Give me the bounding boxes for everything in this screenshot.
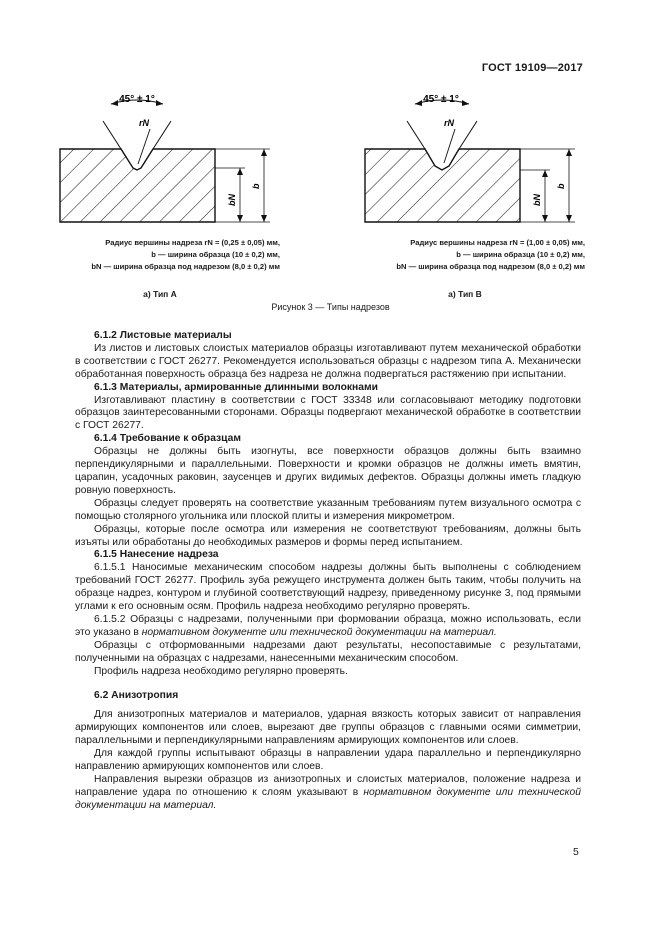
section-6-1-5-2-text: 6.1.5.2 Образцы с надрезами, полученными при формовании образца, можно использовать, если это указано в	[75, 613, 581, 638]
normative-doc-reference: нормативном документе или технической документации на материал.	[141, 626, 497, 638]
section-6-1-5-paragraph-3: Образцы с отформованными надрезами дают результаты, несопоставимые с результатами, полученными на образцах с надрезами, нанесенными механическим способом.	[75, 639, 581, 664]
section-6-1-3-paragraph: Изготавливают пластину в соответствии с ГОСТ 33348 или согласовывают методику подготовки образцов заинтересованными сторонами. Образцы подвергают механической обработке в соответствии с ГОСТ 26277.	[75, 394, 581, 432]
caption-type-b	[335, 237, 585, 273]
section-6-1-4-heading: 6.1.4 Требование к образцам	[94, 433, 241, 445]
section-6-1-4-paragraph-3: Образцы, которые после осмотра или измерения не соответствуют требованиям, должны быть изъяты или обработаны до необходимых размеров и формы перед испытанием.	[75, 523, 581, 548]
angle-label-a: 45° ± 1°	[119, 94, 155, 105]
sublabel-type-b: а) Тип В	[448, 289, 482, 299]
notch-diagram	[0, 84, 661, 324]
section-6-2-paragraph-2: Для каждой группы испытывают образцы в направлении удара параллельно и перпендикулярно направлению армирующих компонентов или слоев.	[75, 748, 581, 772]
section-6-1-2-paragraph: Из листов и листовых слоистых материалов образцы изготавливают путем механической обработки в соответствии с ГОСТ 26277. Рекомендуется использоваться образцы с надрезом типа А. Механически обработанная поверхность образца без надреза не должна подвергаться растяжению при испытании.	[75, 342, 581, 380]
section-6-2-paragraph-3	[75, 774, 581, 813]
section-6-1-5-paragraph-2	[75, 614, 581, 640]
section-6-1-3-heading: 6.1.3 Материалы, армированные длинными волокнами	[94, 381, 378, 393]
section-6-2-paragraph-1: Для анизотропных материалов и материалов, ударная вязкость которых зависит от направления армирующих компонентов или слоев, вырезают две группы образцов с главными осями симметрии, параллельными и перпендикулярными направлениям армирующих компонентов или слоев.	[75, 709, 581, 747]
normative-doc-reference-2: нормативном документе или технической документации на материал.	[75, 786, 581, 811]
radius-label-b: rN	[444, 118, 455, 128]
b-label-b: b	[556, 183, 566, 189]
figure-notch-types	[0, 84, 661, 324]
section-6-1-2-heading: 6.1.2 Листовые материалы	[94, 330, 232, 341]
caption-b-line3: bN — ширина образца под надрезом (8,0 ± 0,2) мм	[396, 262, 585, 271]
section-6-2-3-text: Направления вырезки образцов из анизотропных и слоистых материалов, положение надреза и направление удара по отношению к слоям указывают в	[75, 773, 581, 798]
caption-a-line2: b — ширина образца (10 ± 0,2) мм,	[151, 250, 280, 259]
section-6-1-4-paragraph-1: Образцы не должны быть изогнуты, все поверхности образцов должны быть взаимно перпендикулярными и параллельными. Поверхности и кромки образцов не должны иметь вмятин, царапин, усадочных раковин, заусенцев и других видимых дефектов. Образцы должны иметь гладкую ровную поверхность.	[75, 446, 581, 496]
b-label-a: b	[251, 183, 261, 189]
bn-label-a: bN	[227, 194, 237, 206]
section-6-1-5-paragraph-4: Профиль надреза необходимо регулярно проверять.	[94, 665, 348, 677]
notch-type-b-drawing	[365, 100, 575, 222]
section-6-1-5-paragraph-1: 6.1.5.1 Наносимые механическим способом надрезы должны быть выполнены с соблюдением требований ГОСТ 26277. Профиль зуба режущего инструмента должен быть таким, чтобы получить на образце надрез, контуром и глубиной соответствующий надрезу, приведенному рисунке 3, под прямыми углами к его основным осям. Профиль надреза необходимо регулярно проверять.	[75, 562, 581, 613]
section-6-1-5-heading: 6.1.5 Нанесение надреза	[94, 549, 219, 561]
radius-label-a: rN	[139, 118, 150, 128]
caption-b-line1: Радиус вершины надреза rN = (1,00 ± 0,05) мм,	[410, 238, 585, 247]
caption-a-line1: Радиус вершины надреза rN = (0,25 ± 0,05) мм,	[105, 238, 280, 247]
bn-label-b: bN	[532, 194, 542, 206]
page-number: 5	[573, 846, 579, 858]
notch-type-a-drawing	[60, 100, 270, 222]
section-6-2-heading: 6.2 Анизотропия	[94, 690, 179, 702]
caption-a-line3: bN — ширина образца под надрезом (8,0 ± 0,2) мм	[91, 262, 280, 271]
caption-b-line2: b — ширина образца (10 ± 0,2) мм,	[456, 250, 585, 259]
standard-header: ГОСТ 19109—2017	[481, 62, 583, 74]
angle-label-b: 45° ± 1°	[423, 94, 459, 105]
caption-type-a	[30, 237, 280, 273]
body-text	[75, 330, 581, 813]
sublabel-type-a: а) Тип А	[143, 289, 177, 299]
figure-title: Рисунок 3 — Типы надрезов	[271, 302, 390, 312]
section-6-1-4-paragraph-2: Образцы следует проверять на соответствие указанным требованиям путем визуального осмотра с помощью столярного угольника или плоской плиты и измерения микрометром.	[75, 497, 581, 522]
